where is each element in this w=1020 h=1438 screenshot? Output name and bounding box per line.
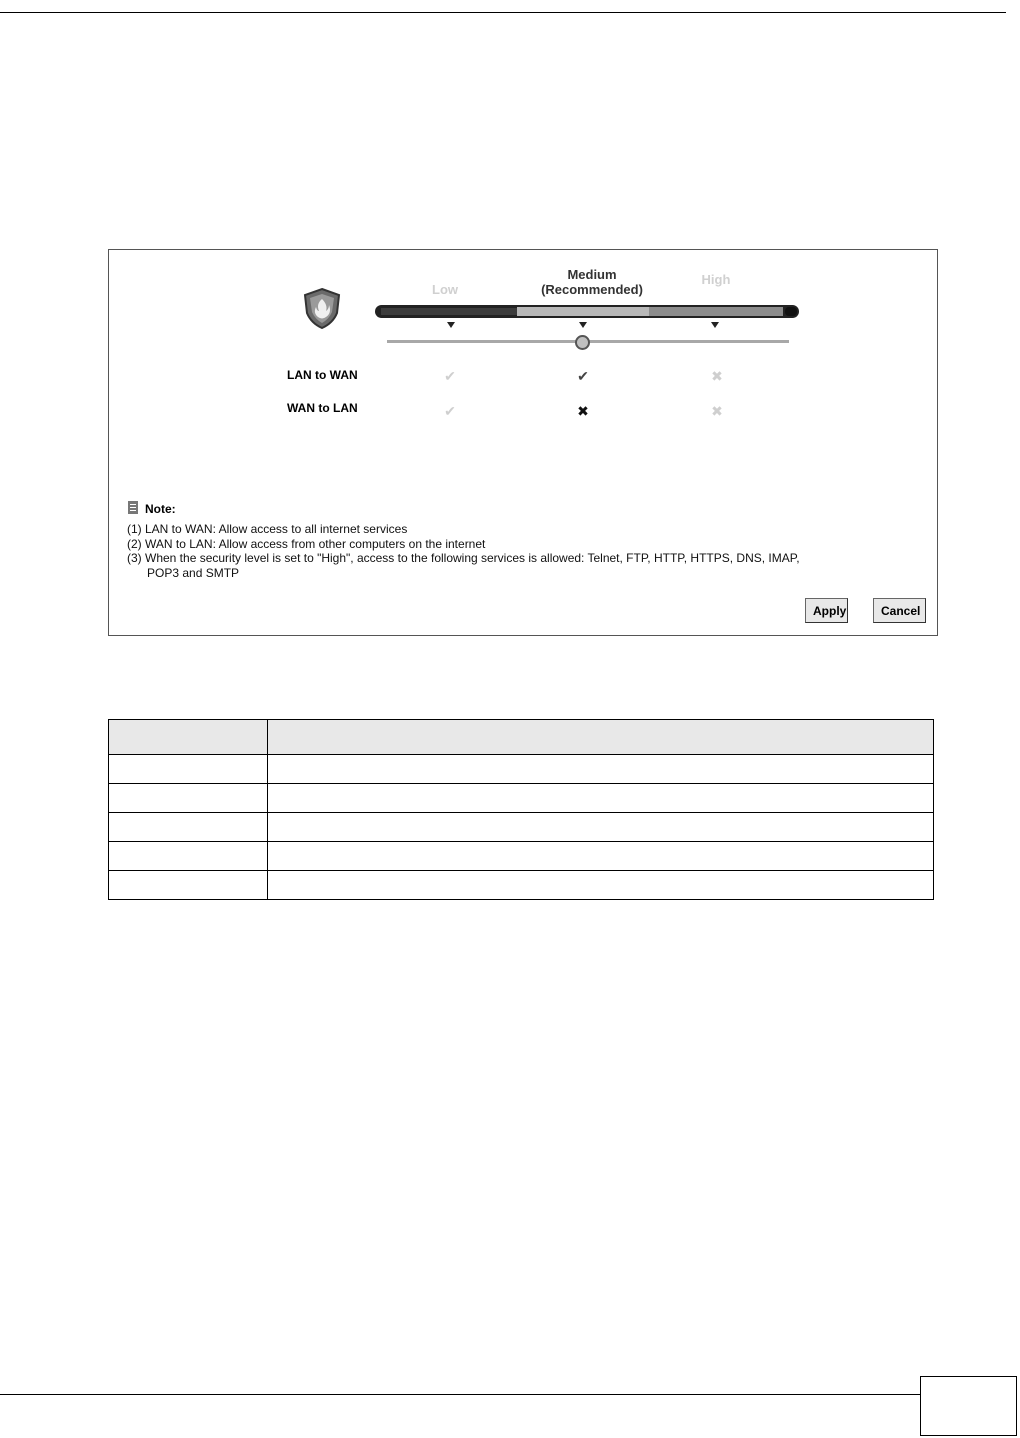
cross-icon: ✖ [711,368,723,384]
table-cell [109,784,268,813]
bar-segment-low [381,308,517,315]
table-row [109,813,934,842]
note-line-2: (2) WAN to LAN: Allow access from other computers on the internet [127,536,486,551]
table-header-cell [109,720,268,755]
bar-end-cap [785,307,797,316]
table-cell [268,871,934,900]
table-row [109,755,934,784]
level-medium-label[interactable] [527,267,657,297]
firewall-shield-icon [301,287,343,329]
table-cell [268,755,934,784]
table-cell [268,842,934,871]
high-marker-icon [711,322,719,328]
table-header-cell [268,720,934,755]
level-medium-recommended: (Recommended) [541,282,643,297]
check-icon: ✔ [444,403,456,419]
table-cell [268,784,934,813]
note-title: Note: [145,502,176,516]
row-label-wan-to-lan: WAN to LAN [287,401,358,415]
level-high-label[interactable]: High [701,272,731,287]
security-level-bar [375,305,799,318]
header-rule [0,12,1006,13]
cross-icon: ✖ [577,403,589,419]
bar-segment-high [649,307,783,316]
cancel-button[interactable]: Cancel [873,598,926,623]
level-medium-title: Medium [567,267,617,282]
note-line-3-cont: POP3 and SMTP [147,565,240,580]
table-row [109,842,934,871]
table-header-row [109,720,934,755]
row-label-lan-to-wan: LAN to WAN [287,368,358,382]
apply-button[interactable]: Apply [805,598,848,623]
firewall-settings-panel [108,249,938,636]
note-icon [128,501,138,514]
note-line-3: (3) When the security level is set to "High", access to the following services is allowed: Telnet, FTP, HTTP, HTTPS, DNS, IMAP, [127,551,800,565]
cross-icon: ✖ [711,403,723,419]
table-cell [109,871,268,900]
low-marker-icon [447,322,455,328]
note-line-1: (1) LAN to WAN: Allow access to all internet services [127,522,408,536]
security-level-slider-handle[interactable] [575,335,590,350]
note-text [127,522,887,580]
table-row [109,871,934,900]
check-icon: ✔ [577,368,589,384]
table-cell [268,813,934,842]
level-low-label[interactable]: Low [432,282,458,297]
medium-marker-icon [579,322,587,328]
settings-table [108,719,934,900]
table-cell [109,813,268,842]
bar-segment-medium [517,307,649,316]
check-icon: ✔ [444,368,456,384]
footer-rule [0,1394,920,1395]
table-cell [109,842,268,871]
page-number-box [920,1376,1017,1436]
table-row [109,784,934,813]
table-cell [109,755,268,784]
